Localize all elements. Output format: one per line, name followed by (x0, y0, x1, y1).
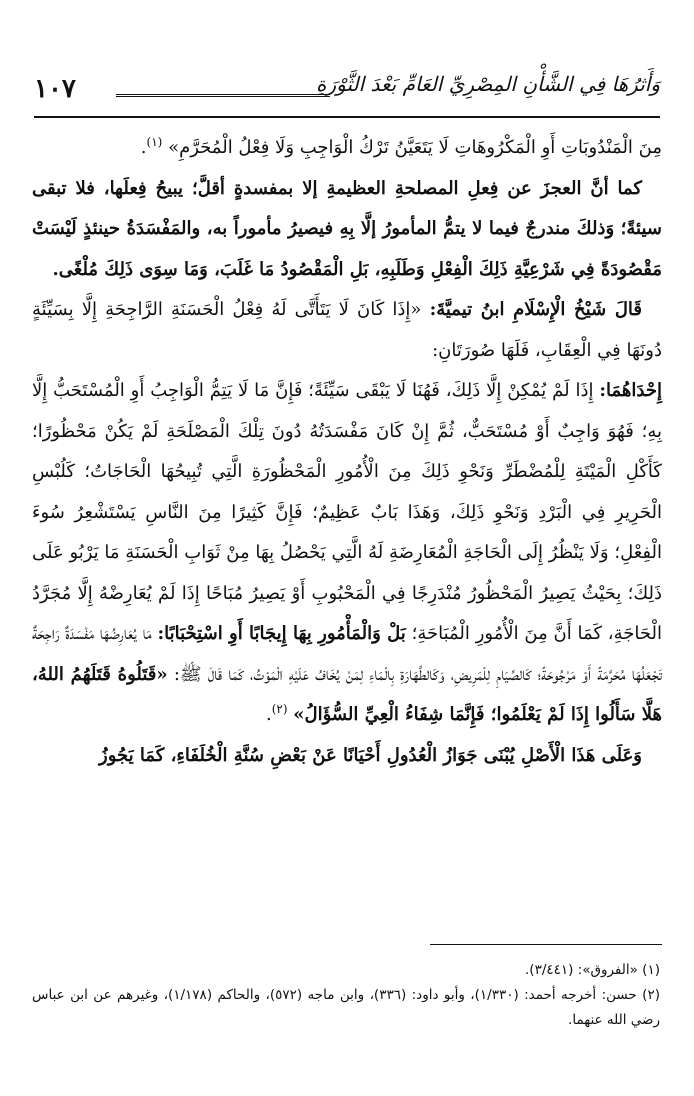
page-number: ١٠٧ (34, 74, 76, 104)
footnote-2: (٢) حسن: أخرجه أحمد: (١/٣٣٠)، وأبو داود: (٣٣٦)، وابن ماجه (٥٧٢)، والحاكم (١/١٧٨)، وغيرهم عن ابن عباس رضي الله عنهما. (32, 987, 660, 1028)
footnote-ref-2: (٢) (271, 702, 288, 716)
paragraph-2: كما أنَّ العجزَ عن فِعلِ المصلحةِ العظيمةِ إلا بمفسدةٍ أقلَّ؛ يبيحُ فِعلَها، فلا تبقى سيئةً؛ وَذلكَ مندرجٌ فيما لا يتمُّ المأمورُ إلَّا بِهِ فيصيرُ مأموراً به، والمَفْسَدَةُ حينئذٍ لَيْسَتْ مَقْصُودَةً فِي شَرْعِيَّةِ ذَلِكَ الْفِعْلِ وَطَلَبِهِ، بَلِ الْمَقْصُودُ مَا غَلَبَ، وَمَا سِوَى ذَلِكَ مُلْغًى. (32, 177, 662, 280)
footnotes (32, 958, 660, 1033)
hadith-quote: «قَتَلُوهُ قَتَلَهُمُ اللهُ، هَلَّا سَأَلُوا إِذَا لَمْ يَعْلَمُوا؛ فَإِنَّمَا شِفَاءُ الْعِيِّ السُّؤَالُ» (32, 663, 662, 725)
header-rule (34, 116, 660, 118)
paragraph-4 (32, 371, 662, 736)
emphasis-phrase: بَلْ وَالْمَأْمُورِ بِهَا إِيجَابًا أَوِ اسْتِحْبَابًا: (157, 623, 406, 644)
first-case-label: إِحْدَاهُمَا: (599, 380, 662, 401)
footnote-separator (430, 944, 662, 945)
citation-quote: «إِذَا كَانَ لَا يَتَأَتَّى لَهُ فِعْلُ الْحَسَنَةِ الرَّاجِحَةِ إِلَّا بِسَيِّئَةٍ دُونَهَا فِي الْعِقَابِ، فَلَهَا صُورَتَانِ: (32, 299, 662, 361)
paragraph-3 (32, 290, 662, 371)
header-ornament-line (116, 94, 330, 97)
quote-ending: مِنَ الْمَنْدُوبَاتِ أَوِ الْمَكْرُوهَاتِ لَا يَتَعَيَّنُ تَرْكُ الْوَاجِبِ وَلَا فِعْلُ الْمُحَرَّمِ» (168, 137, 662, 158)
paragraph-1 (32, 128, 662, 169)
paragraph-5: وَعَلَى هَذَا الْأَصْلِ يُبْنَى جَوَازُ الْعُدُولِ أَحْيَانًا عَنْ بَعْضِ سُنَّةِ الْخُلَفَاءِ، كَمَا يَجُوزُ (99, 744, 642, 766)
running-title: وَأَثرُهَا فِي الشَّأْنِ المِصْرِيِّ العَامِّ بَعْدَ الثَّوْرَةِ (316, 72, 660, 96)
first-case-text: إِذَا لَمْ يُمْكِنْ إِلَّا ذَلِكَ، فَهُنَا لَا يَبْقَى سَيِّئَةً؛ فَإِنَّ مَا لَا يَتِمُّ الْوَاجِبُ أَوِ الْمُسْتَحَبُّ إِلَّا بِهِ؛ فَهُوَ وَاجِبٌ أَوْ مُسْتَحَبٌّ، ثُمَّ إِنْ كَانَ مَفْسَدَتُهُ دُونَ تِلْكَ الْمَصْلَحَةِ لَمْ يَكُنْ مَحْظُورًا؛ كَأَكْلِ الْمَيْتَةِ لِلْمُضْطَرِّ وَنَحْوِ ذَلِكَ مِنَ الْأُمُورِ الْمَحْظُورَةِ الَّتِي تُبِيحُهَا الْحَاجَاتُ؛ كَلُبْسِ الْحَرِيرِ فِي الْبَرْدِ وَنَحْوِ ذَلِكَ، وَهَذَا بَابٌ عَظِيمٌ؛ فَإِنَّ كَثِيرًا مِنَ النَّاسِ يَسْتَشْعِرُ سُوءَ الْفِعْلِ؛ وَلَا يَنْظُرُ إِلَى الْحَاجَةِ الْمُعَارِضَةِ لَهُ الَّتِي يَحْصُلُ بِهَا مِنْ ثَوَابِ الْحَسَنَةِ مَا يَرْبُو عَلَى ذَلِكَ؛ بِحَيْثُ يَصِيرُ الْمَحْظُورُ مُنْدَرِجًا فِي الْمَحْبُوبِ أَوْ يَصِيرُ مُبَاحًا إِذَا لَمْ يُعَارِضْهُ إِلَّا مُجَرَّدُ الْحَاجَةِ، كَمَا أَنَّ مِنَ الْأُمُورِ الْمُبَاحَةِ؛ (32, 380, 662, 644)
main-text (32, 128, 662, 776)
footnote-1: (١) «الفروق»: (٣/٤٤١). (525, 962, 660, 978)
punctuation: . (265, 704, 272, 725)
running-header (34, 72, 660, 116)
footnote-ref-1: (١) (146, 135, 163, 149)
first-case-text-2: مَا يُعَارِضُهَا مَفْسَدَةٌ رَاجِحَةٌ تَجْعَلُهَا مُحَرَّمَةً أَوْ مَرْجُوحَةً؛ كَالصِّيَامِ لِلْمَرِيضِ، وَكَالطَّهَارَةِ بِالْمَاءِ لِمَنْ يُخَافُ عَلَيْهِ الْمَوْتُ، كَمَا قَالَ ﷺ: (32, 623, 662, 685)
citation-lead: قَالَ شَيْخُ الْإِسْلَامِ ابنُ تيميَّةَ: (429, 299, 642, 320)
punctuation: . (140, 137, 147, 158)
